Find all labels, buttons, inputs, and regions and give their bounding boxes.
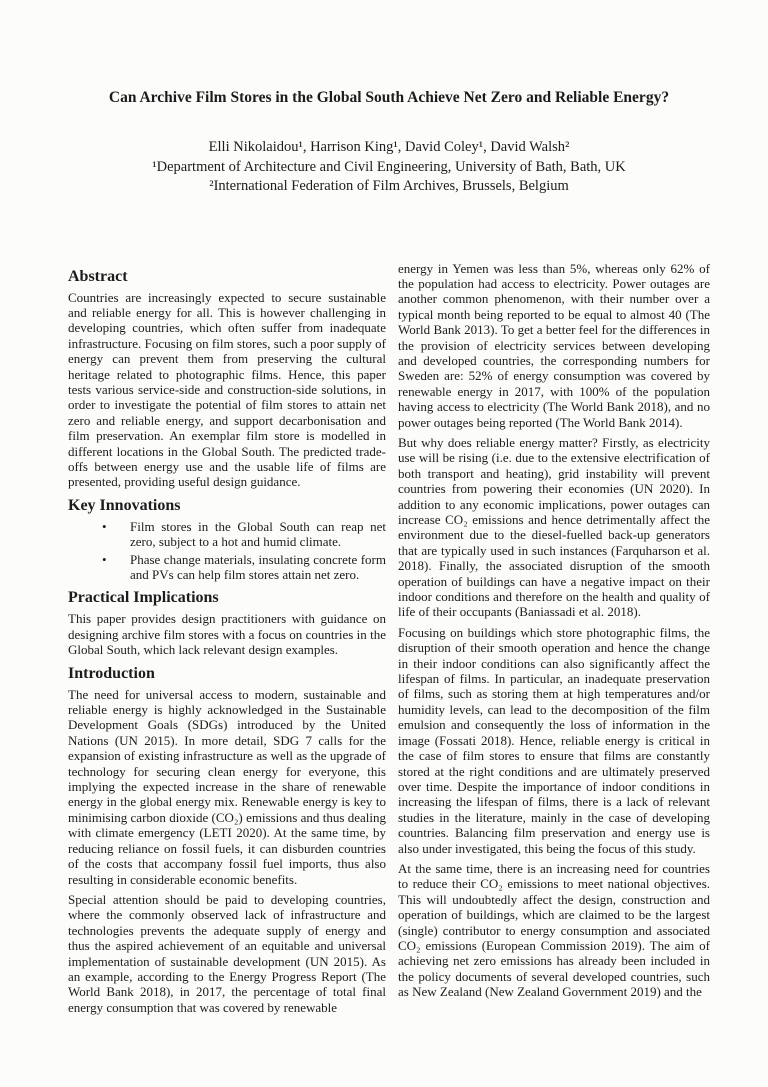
author-block [68,138,710,197]
key-innovations-heading: Key Innovations [68,496,181,514]
body-paragraph: Focusing on buildings which store photographic films, the disruption of their smooth operation and hence the change in their indoor conditions can also significantly affect the lifespan of films. In particular, an inadequate preservation of films, such as storing them at high temperatures and/or humidity levels, can lead to the decomposition of the film emulsion and consequently the loss of information in the image (Fossati 2018). Hence, reliable energy is critical in the case of film stores to ensure that films are constantly stored at the right conditions and are ultimately preserved over time. Despite the importance of indoor conditions in increasing the lifespan of films, there is a lack of relevant studies in the literature, mainly in the case of developing countries. Balancing film preservation and energy use is also under investigated, this being the focus of this study. [398,624,710,856]
author-line: Elli Nikolaidou¹, Harrison King¹, David Coley¹, David Walsh² [208,139,570,155]
affiliation-1: ¹Department of Architecture and Civil Engineering, University of Bath, Bath, UK [152,158,626,175]
key-innovation-item: • Film stores in the Global South can reap net zero, subject to a hot and humid climate. [130,519,386,550]
body-paragraph: At the same time, there is an increasing need for countries to reduce their CO₂ emissions to meet national objectives. This will undoubtedly affect the design, construction and operation of buildings, which are claimed to be the largest (single) contributor to energy consumption and associated CO₂ emissions (European Commission 2019). The aim of achieving net zero emissions has already been included in the policy documents of several developed countries, such as New Zealand (New Zealand Government 2019) and the [398,860,710,1000]
introduction-paragraph: The need for universal access to modern, sustainable and reliable energy is highly acknowledged in the Sustainable Development Goals (SDGs) introduced by the United Nations (UN 2015). In more detail, SDG 7 calls for the expansion of existing infrastructure as well as the upgrade of technology for securing clean energy for everyone, this implying the expected increase in the share of renewable energy in the global energy mix. Renewable energy is key to minimising carbon dioxide (CO₂) emissions and thus dealing with climate emergency (LETI 2020). At the same time, by reducing reliance on fossil fuels, it can disburden countries of the costs that accompany fossil fuel imports, thus also resulting in considerable economic benefits. [68,686,386,887]
key-innovations-list [68,519,386,583]
key-innovation-item: • Phase change materials, insulating concrete form and PVs can help film stores attain net zero. [130,552,386,583]
introduction-heading: Introduction [68,664,155,682]
right-column [398,261,710,1021]
introduction-paragraph: Special attention should be paid to developing countries, where the commonly observed lack of infrastructure and technologies prevents the adequate supply of energy and thus the aspired achievement of an equitable and universal implementation of sustainable development (UN 2015). As an example, according to the Energy Progress Report (The World Bank 2018), in 2017, the percentage of total final energy consumption that was covered by renewable [68,891,386,1015]
practical-implications-heading: Practical Implications [68,589,219,607]
paper-title: Can Archive Film Stores in the Global South Achieve Net Zero and Reliable Energy? [108,89,670,106]
body-paragraph: energy in Yemen was less than 5%, whereas only 62% of the population had access to electricity. Power outages are another common phenomenon, with their number over a typical month being reported to be equal to almost 40 (The World Bank 2013). To get a better feel for the differences in the provision of electricity services between developing and developed countries, the corresponding numbers for Sweden are: 52% of energy consumption was covered by renewable energy in 2017, with 100% of the population having access to electricity (The World Bank 2018), and no power outages being reported (The World Bank 2014). [398,260,710,430]
affiliation-2: ²International Federation of Film Archives, Brussels, Belgium [209,178,569,194]
two-column-body [68,261,710,1021]
left-column [68,261,386,1021]
body-paragraph: But why does reliable energy matter? Firstly, as electricity use will be rising (i.e. due to the extensive electrification of both transport and heating), grid instability will prevent countries from powering their economies (UN 2020). In addition to any economic implications, power outages can increase CO₂ emissions and hence detrimentally affect the environment due to the diesel-fuelled back-up generators that are typically used in such instances (Farquharson et al. 2018). Finally, the associated disruption of the smooth operation of buildings can have a negative impact on their indoor conditions and therefore on the health and quality of life of their occupants (Baniassadi et al. 2018). [398,434,710,620]
abstract-text: Countries are increasingly expected to secure sustainable and reliable energy for all. This is however challenging in developing countries, which often suffer from inadequate infrastructure. Focusing on film stores, such a poor supply of energy can prevent them from preserving the cultural heritage related to photographic films. Hence, this paper tests various service-side and construction-side solutions, in order to investigate the potential of film stores to attain net zero and reliable energy, and support decarbonisation and film preservation. An exemplar film store is modelled in different locations in the Global South. The predicted trade-offs between energy use and the usable life of films are presented, providing useful design guidance. [68,289,386,490]
practical-implications-text: This paper provides design practitioners with guidance on designing archive film stores with a focus on countries in the Global South, which lack relevant design examples. [68,611,386,658]
abstract-heading: Abstract [68,267,128,285]
